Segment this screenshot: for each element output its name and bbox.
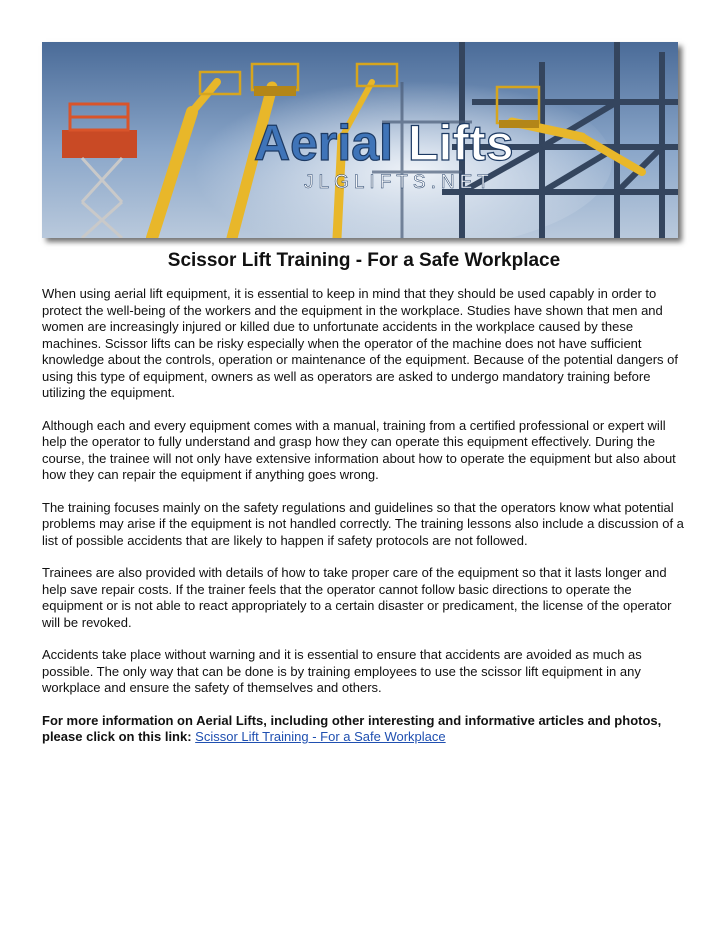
article-body — [42, 286, 692, 762]
more-info-text: For more information on Aerial Lifts, including other interesting and informative articles and photos, please click on this link: — [42, 712, 662, 744]
paragraph-1: When using aerial lift equipment, it is essential to keep in mind that they should be used capably in order to protect the well-being of the workers and the equipment in the workplace. Studies have shown that men and women are increasingly injured or killed due to unfortunate accidents in the workplace caused by these machines. Scissor lifts can be risky especially when the operator of the machine does not have sufficient knowledge about the controls, operation or maintenance of the equipment. Because of the potential dangers of using this type of equipment, owners as well as operators are asked to undergo mandatory training before utilizing the equipment. — [42, 286, 678, 400]
more-info-paragraph — [42, 713, 692, 746]
paragraph-2: Although each and every equipment comes with a manual, training from a certified professional or expert will help the operator to fully understand and grasp how they can operate this equipment effectively. During the course, the trainee will not only have extensive information about how to operate the equipment but also about how they can repair the equipment if anything goes wrong. — [42, 417, 676, 482]
logo-subtitle: JLGLIFTS.NET — [304, 172, 494, 193]
logo-word-aerial: Aerial — [254, 115, 393, 171]
paragraph-5: Accidents take place without warning and it is essential to ensure that accidents are avoided as much as possible. The only way that can be done is by training employees to use the scissor lift equipment in any workplace and ensure the safety of themselves and others. — [42, 647, 642, 695]
header-banner — [42, 42, 678, 238]
banner-image — [42, 42, 678, 238]
page-title: Scissor Lift Training - For a Safe Workplace — [167, 250, 561, 271]
article-link[interactable]: Scissor Lift Training - For a Safe Workplace — [195, 729, 446, 744]
paragraph-4: Trainees are also provided with details of how to take proper care of the equipment so that it lasts longer and help save repair costs. If the trainer feels that the operator cannot follow basic directions to operate the equipment or is not able to react appropriately to a certain disaster or predicament, the license of the operator will be revoked. — [42, 565, 672, 630]
logo-word-lifts: Lifts — [408, 115, 514, 171]
paragraph-3: The training focuses mainly on the safety regulations and guidelines so that the operators know what potential problems may arise if the equipment is not handled correctly. The training lessons also include a discussion of a list of possible accidents that are likely to happen if safety protocols are not followed. — [42, 499, 684, 548]
